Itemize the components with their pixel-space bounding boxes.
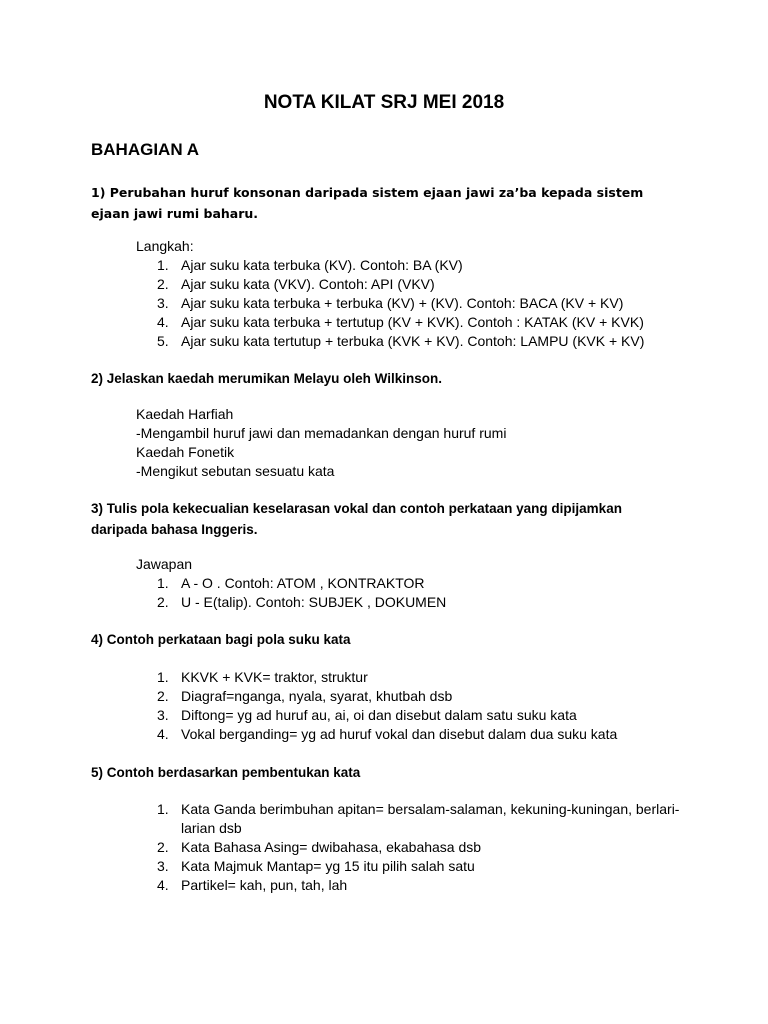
page-title: NOTA KILAT SRJ MEI 2018 xyxy=(263,92,505,113)
list-item: 2. Diagraf=nganga, nyala, syarat, khutbah dsb xyxy=(157,688,453,704)
list-item: 1. Kata Ganda berimbuhan apitan= bersalam-salaman, kekuning-kuningan, berlari-larian dsb xyxy=(157,801,680,836)
question-2: 2) Jelaskan kaedah merumikan Melayu oleh Wilkinson. xyxy=(91,371,443,386)
answer-line: -Mengambil huruf jawi dan memadankan dengan huruf rumi xyxy=(136,425,507,441)
list-item: 2. Kata Bahasa Asing= dwibahasa, ekabahasa dsb xyxy=(157,839,482,855)
q1-intro: Langkah: xyxy=(136,238,194,254)
list-item: 4. Vokal berganding= yg ad huruf vokal dan disebut dalam dua suku kata xyxy=(157,726,618,742)
list-item: 3. Diftong= yg ad huruf au, ai, oi dan disebut dalam satu suku kata xyxy=(157,707,577,723)
list-item: 3. Kata Majmuk Mantap= yg 15 itu pilih salah satu xyxy=(157,858,475,874)
q5-answer xyxy=(136,800,696,895)
q1-steps-list xyxy=(136,256,696,351)
list-item: 2. U - E(talip). Contoh: SUBJEK , DOKUMEN xyxy=(157,594,447,610)
list-item: 5. Ajar suku kata tertutup + terbuka (KVK + KV). Contoh: LAMPU (KVK + KV) xyxy=(157,333,645,349)
section-heading: BAHAGIAN A xyxy=(91,140,199,159)
answer-line: -Mengikut sebutan sesuatu kata xyxy=(136,463,335,479)
q4-answer xyxy=(136,668,696,744)
list-item: 4. Partikel= kah, pun, tah, lah xyxy=(157,877,348,893)
q2-answer xyxy=(136,405,696,481)
q3-answer-list xyxy=(136,574,696,612)
question-1: 1) Perubahan huruf konsonan daripada sistem ejaan jawi za’ba kepada sistem ejaan jawi rumi baharu. xyxy=(91,185,644,221)
q4-answer-list xyxy=(136,668,696,744)
list-item: 1. A - O . Contoh: ATOM , KONTRAKTOR xyxy=(157,575,425,591)
q1-answer xyxy=(136,237,696,351)
list-item: 1. KKVK + KVK= traktor, struktur xyxy=(157,669,368,685)
list-item: 4. Ajar suku kata terbuka + tertutup (KV + KVK). Contoh : KATAK (KV + KVK) xyxy=(157,314,644,330)
question-4: 4) Contoh perkataan bagi pola suku kata xyxy=(91,632,351,647)
question-5: 5) Contoh berdasarkan pembentukan kata xyxy=(91,765,361,780)
list-item: 2. Ajar suku kata (VKV). Contoh: API (VKV) xyxy=(157,276,435,292)
answer-line: Kaedah Fonetik xyxy=(136,444,235,460)
q5-answer-list xyxy=(136,800,696,895)
answer-line: Kaedah Harfiah xyxy=(136,406,234,422)
q3-intro: Jawapan xyxy=(136,556,193,572)
list-item: 3. Ajar suku kata terbuka + terbuka (KV) + (KV). Contoh: BACA (KV + KV) xyxy=(157,295,624,311)
list-item: 1. Ajar suku kata terbuka (KV). Contoh: BA (KV) xyxy=(157,257,463,273)
question-3: 3) Tulis pola kekecualian keselarasan vokal dan contoh perkataan yang dipijamkan daripada bahasa Inggeris. xyxy=(91,501,622,537)
q3-answer xyxy=(136,555,696,612)
